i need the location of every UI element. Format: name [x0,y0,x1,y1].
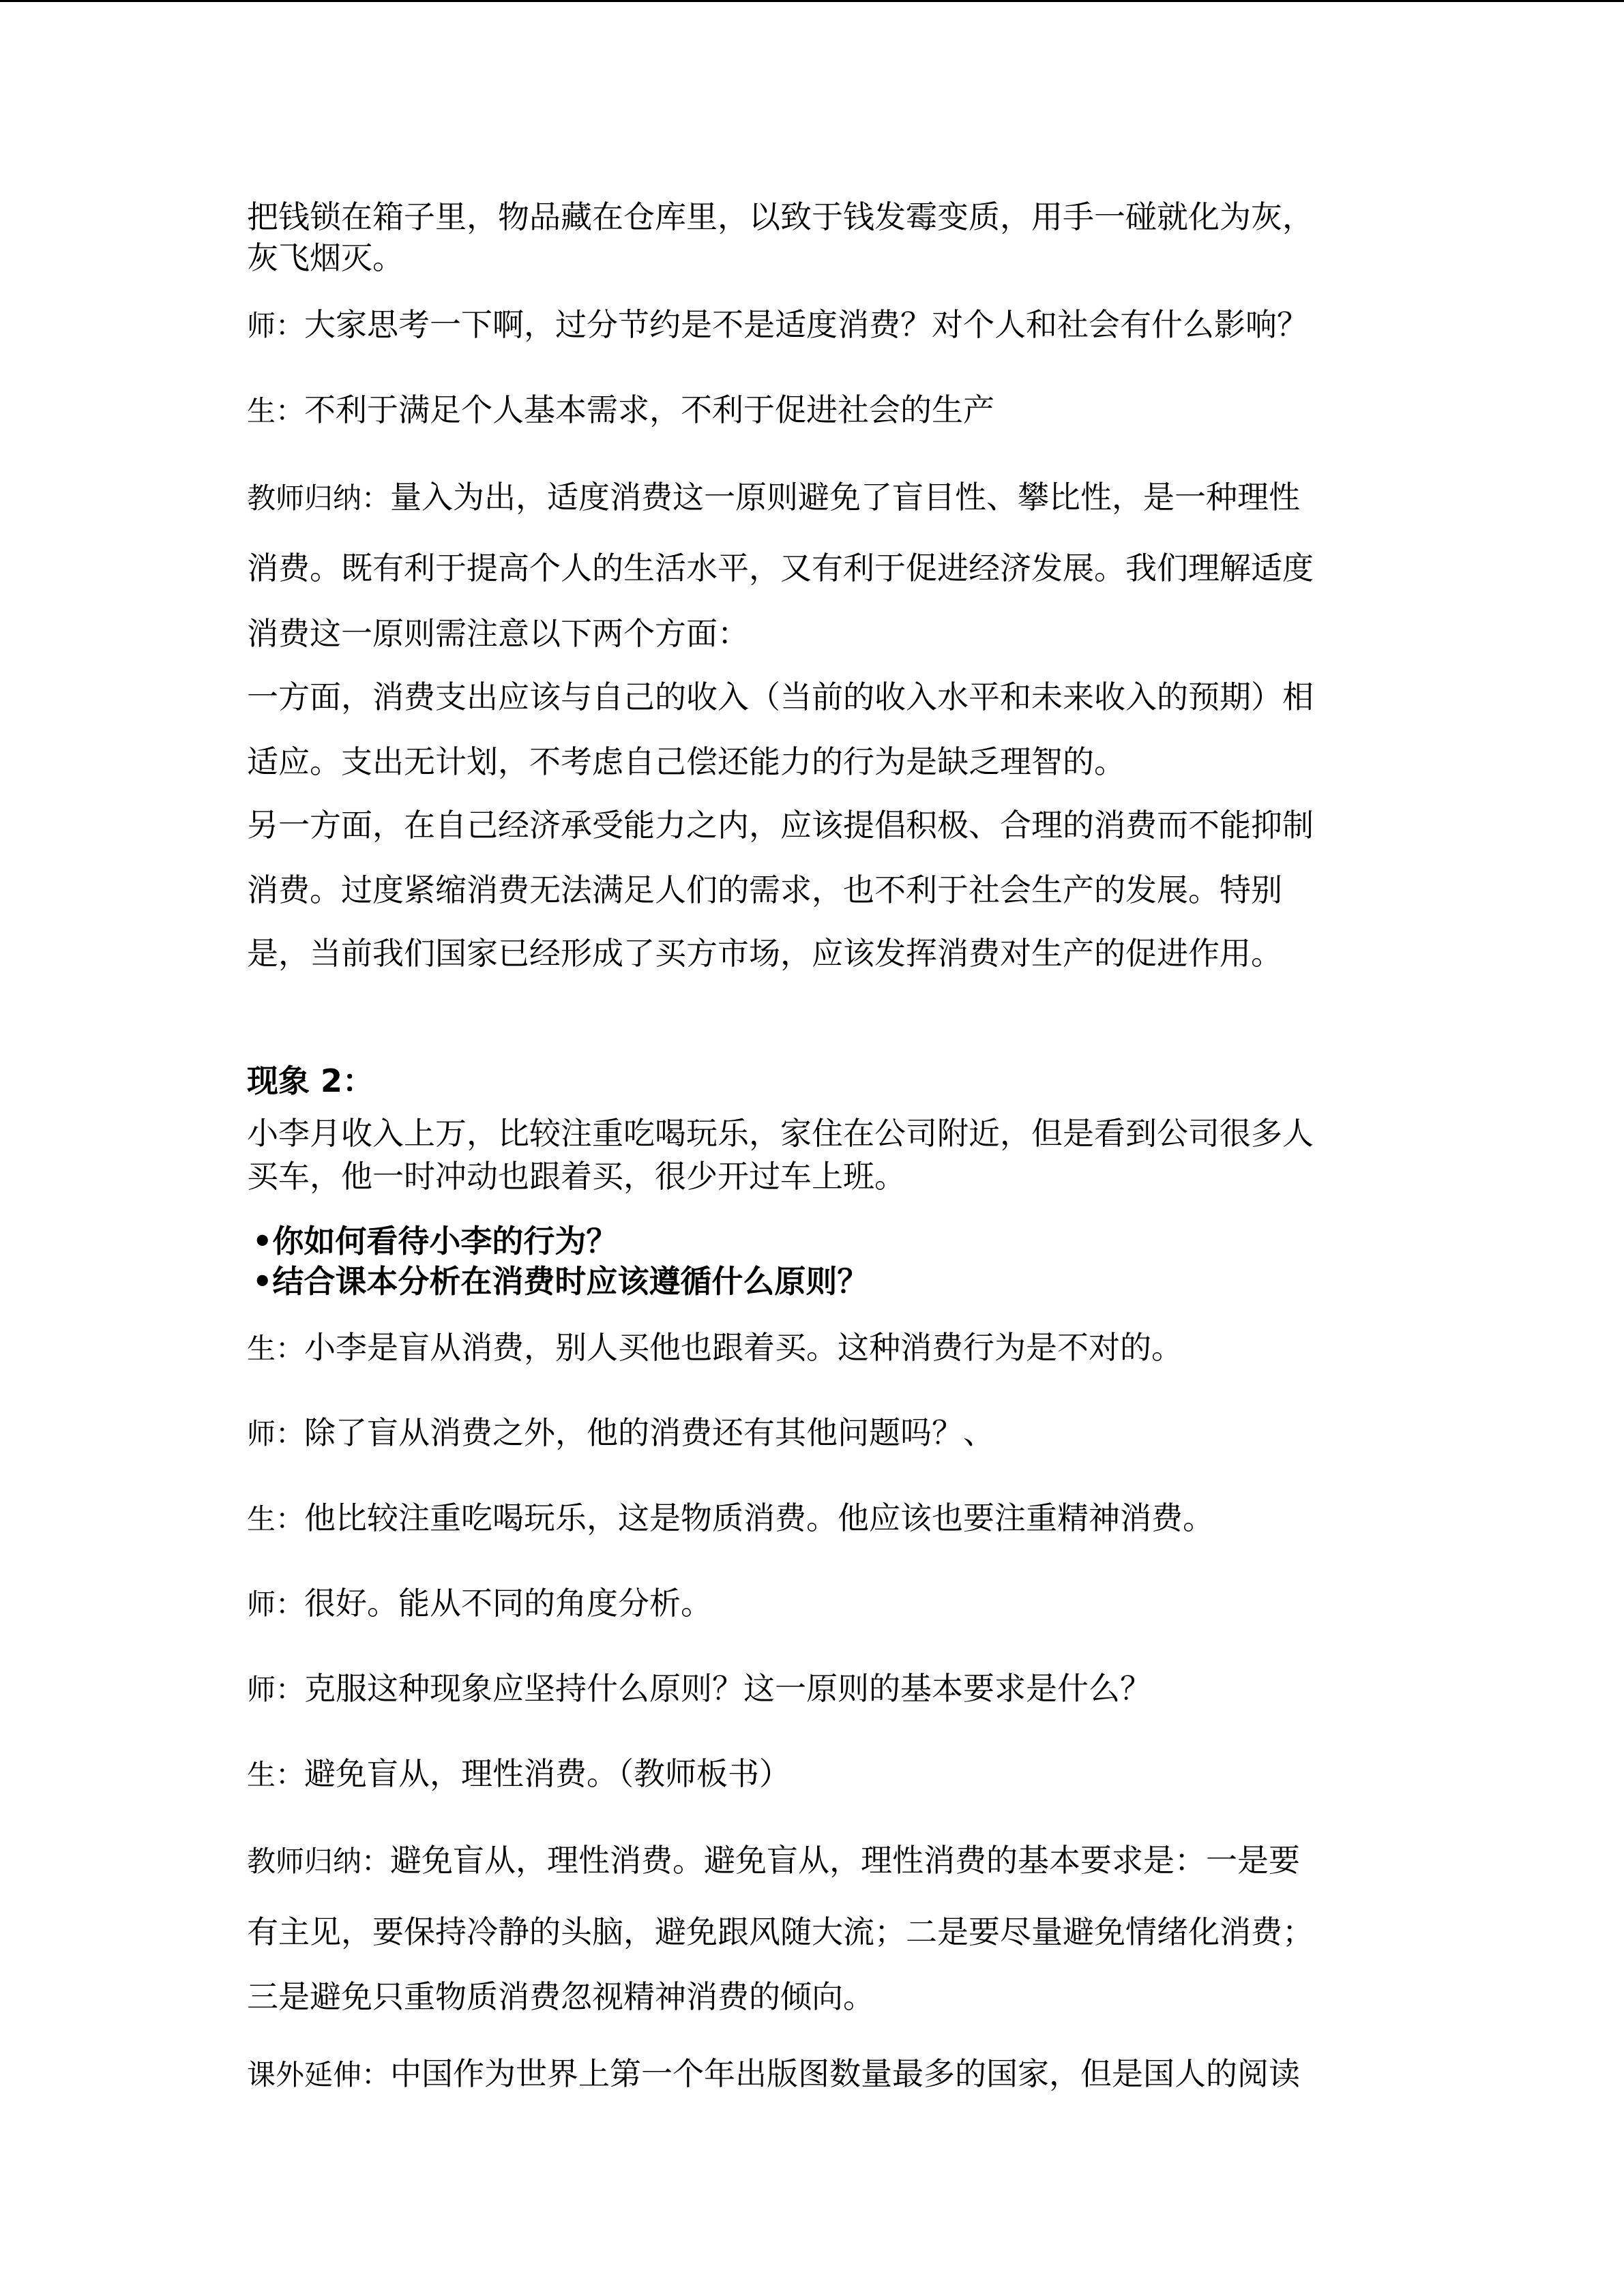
utterance: 很好。能从不同的角度分析。 [304,1585,713,1622]
summary-1-line-7: 消费。过度紧缩消费无法满足人们的需求，也不利于社会生产的发展。特别 [247,871,1282,908]
utterance: 小李是盲从消费，别人买他也跟着买。这种消费行为是不对的。 [304,1329,1183,1366]
question-bullet-2: •结合课本分析在消费时应该遵循什么原则？ [252,1263,869,1300]
summary-2-line-1 [247,1840,1300,1882]
teacher-comment [247,1583,712,1625]
utterance: 避免盲从，理性消费。（教师板书） [304,1755,791,1792]
phenomenon-2-line-2: 买车，他一时冲动也跟着买，很少开过车上班。 [247,1158,906,1195]
utterance: 不利于满足个人基本需求，不利于促进社会的生产 [304,391,995,428]
extension-line-1 [247,2053,1300,2096]
bullet-text: 结合课本分析在消费时应该遵循什么原则？ [272,1263,869,1300]
utterance: 避免盲从，理性消费。避免盲从，理性消费的基本要求是：一是要 [390,1842,1301,1879]
intro-line-1: 把钱锁在箱子里，物品藏在仓库里，以致于钱发霉变质，用手一碰就化为灰， [247,198,1314,235]
summary-2-line-2: 有主见，要保持冷静的头脑，避免跟风随大流；二是要尽量避免情绪化消费； [247,1913,1314,1950]
student-answer-3 [247,1497,1214,1540]
top-border [0,0,1624,2]
utterance: 量入为出，适度消费这一原则避免了盲目性、攀比性，是一种理性 [390,479,1301,516]
teacher-question-3 [247,1668,1151,1710]
speaker-label: 生： [247,1758,305,1791]
speaker-label: 师： [247,1417,305,1450]
speaker-label: 师： [247,1587,305,1621]
summary-1-line-8: 是，当前我们国家已经形成了买方市场，应该发挥消费对生产的促进作用。 [247,935,1282,972]
speaker-label: 师： [247,1673,305,1706]
utterance: 中国作为世界上第一个年出版图数量最多的国家，但是国人的阅读 [390,2055,1301,2092]
summary-1-line-1 [247,477,1300,519]
student-answer-1 [247,389,994,432]
speaker-label: 生： [247,1502,305,1536]
utterance: 克服这种现象应坚持什么原则？这一原则的基本要求是什么？ [304,1670,1152,1707]
summary-1-line-3: 消费这一原则需注意以下两个方面： [247,615,749,652]
speaker-label: 生： [247,1332,305,1365]
utterance: 除了盲从消费之外，他的消费还有其他问题吗？、 [304,1414,995,1451]
student-answer-4 [247,1753,791,1795]
summary-1-line-2: 消费。既有利于提高个人的生活水平，又有利于促进经济发展。我们理解适度 [247,550,1314,586]
speaker-label: 师： [247,309,305,342]
phenomenon-2-title: 现象 2： [247,1062,374,1099]
teacher-question-2 [247,1412,994,1455]
phenomenon-2-line-1: 小李月收入上万，比较注重吃喝玩乐，家住在公司附近，但是看到公司很多人 [247,1115,1314,1152]
question-bullet-1: •你如何看待小李的行为？ [252,1223,618,1259]
intro-line-2: 灰飞烟灭。 [247,239,404,276]
summary-2-line-3: 三是避免只重物质消费忽视精神消费的倾向。 [247,1978,874,2015]
bullet-text: 你如何看待小李的行为？ [272,1223,618,1259]
speaker-label: 教师归纳： [247,481,391,515]
utterance: 他比较注重吃喝玩乐，这是物质消费。他应该也要注重精神消费。 [304,1500,1215,1536]
summary-1-line-6: 另一方面，在自己经济承受能力之内，应该提倡积极、合理的消费而不能抑制 [247,807,1314,844]
student-answer-2 [247,1327,1183,1369]
summary-1-line-4: 一方面，消费支出应该与自己的收入（当前的收入水平和未来收入的预期）相 [247,679,1314,715]
speaker-label: 教师归纳： [247,1845,391,1878]
speaker-label: 生： [247,394,305,428]
teacher-question-1 [247,304,1308,346]
speaker-label: 课外延伸： [247,2058,391,2091]
utterance: 大家思考一下啊，过分节约是不是适度消费？对个人和社会有什么影响？ [304,306,1309,343]
summary-1-line-5: 适应。支出无计划，不考虑自己偿还能力的行为是缺乏理智的。 [247,743,1125,780]
